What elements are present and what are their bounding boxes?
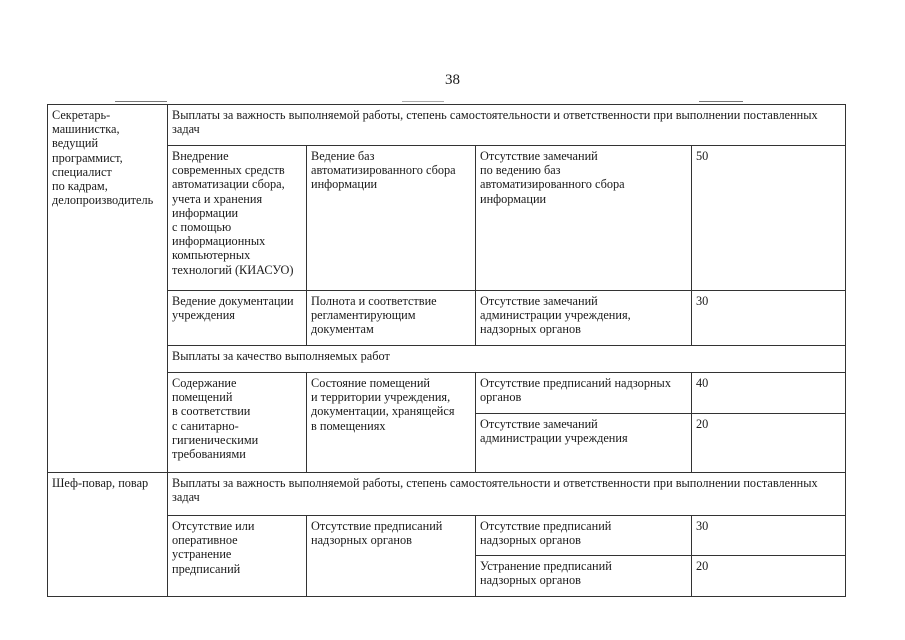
scan-mark [699,101,743,102]
scan-mark [115,101,167,102]
criterion-condition: Полнота и соответствие регламентирующим документам [307,291,476,346]
indicator-value: 30 [692,291,846,346]
table-row [48,146,846,291]
indicator-value: 20 [692,556,846,597]
indicator-text: Устранение предписаний надзорных органов [476,556,692,597]
scan-mark [402,101,444,102]
criterion-name: Внедрение современных средств автоматизации сбора, учета и хранения информации с помощью информационных компьютерных технологий (КИАСУО) [168,146,307,291]
indicator-value: 40 [692,373,846,414]
position-title: Секретарь- машинистка, ведущий программист, специалист по кадрам, делопроизводитель [48,105,168,473]
indicator-value: 50 [692,146,846,291]
criterion-name: Ведение документации учреждения [168,291,307,346]
indicator-value: 20 [692,414,846,473]
table-row [48,346,846,373]
indicator-text: Отсутствие замечаний администрации учреждения, надзорных органов [476,291,692,346]
table-row [48,473,846,516]
payments-table [47,104,846,597]
criterion-name: Содержание помещений в соответствии с санитарно- гигиеническими требованиями [168,373,307,473]
table-row [48,105,846,146]
group-heading: Выплаты за важность выполняемой работы, степень самостоятельности и ответственности при выполнении поставленных задач [168,105,846,146]
criterion-name: Отсутствие или оперативное устранение предписаний [168,516,307,597]
table-row [48,291,846,346]
indicator-text: Отсутствие предписаний надзорных органов [476,516,692,556]
indicator-text: Отсутствие предписаний надзорных органов [476,373,692,414]
criterion-condition: Состояние помещений и территории учреждения, документации, хранящейся в помещениях [307,373,476,473]
indicator-text: Отсутствие замечаний по ведению баз автоматизированного сбора информации [476,146,692,291]
group-heading: Выплаты за качество выполняемых работ [168,346,846,373]
criterion-condition: Ведение баз автоматизированного сбора информации [307,146,476,291]
position-title: Шеф-повар, повар [48,473,168,597]
table-row [48,373,846,414]
indicator-value: 30 [692,516,846,556]
criterion-condition: Отсутствие предписаний надзорных органов [307,516,476,597]
page-number: 38 [445,72,460,88]
group-heading: Выплаты за важность выполняемой работы, степень самостоятельности и ответственности при выполнении поставленных задач [168,473,846,516]
table-row [48,516,846,556]
indicator-text: Отсутствие замечаний администрации учреждения [476,414,692,473]
